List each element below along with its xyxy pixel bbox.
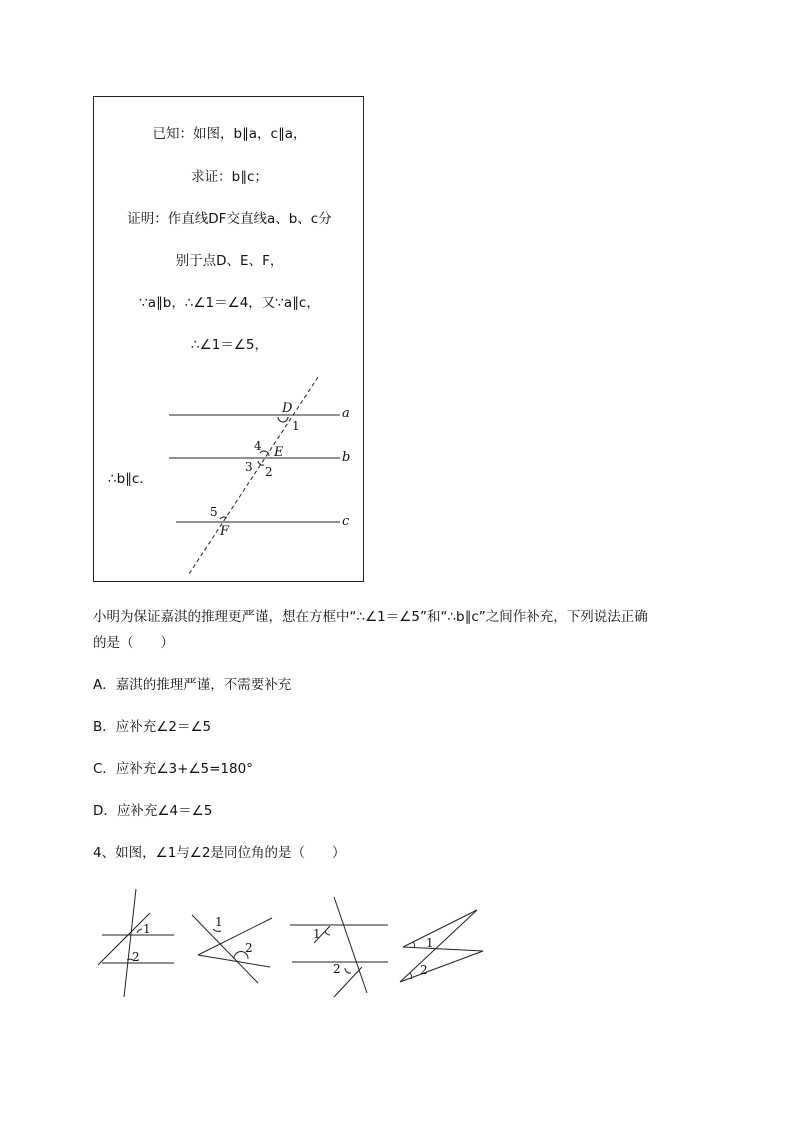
question4-stem: 4、如图，∠1与∠2是同位角的是（ ） (93, 845, 346, 861)
option-d: D．应补充∠4＝∠5 (93, 803, 213, 819)
fig-a-label-2: 2 (132, 950, 140, 964)
fig-b-label-2: 2 (245, 941, 253, 955)
label-5: 5 (210, 505, 218, 519)
question3-stem-line1: 小明为保证嘉淇的推理更严谨，想在方框中“∴∠1＝∠5”和“∴b∥c”之间作补充，下列说法正确 (93, 609, 648, 625)
parallel-lines-diagram (94, 97, 365, 583)
label-3: 3 (245, 460, 253, 474)
figure-a (98, 889, 174, 997)
fig-c-label-2: 2 (333, 962, 341, 976)
label-E: E (274, 445, 284, 460)
label-D: D (282, 401, 293, 416)
transversal-DF (189, 377, 318, 574)
label-2: 2 (265, 465, 273, 479)
figure-c (290, 897, 388, 997)
label-a: a (342, 406, 350, 421)
question3-stem-line2: 的是（ ） (93, 635, 174, 651)
label-b: b (342, 450, 351, 465)
option-a: A．嘉淇的推理严谨，不需要补充 (93, 677, 292, 693)
label-F: F (220, 524, 230, 539)
fig-a-label-1: 1 (143, 922, 151, 936)
fig-c-label-1: 1 (313, 927, 321, 941)
figure-d (400, 910, 483, 982)
label-c: c (342, 514, 350, 529)
label-4: 4 (254, 439, 262, 453)
fig-d-label-2: 2 (420, 963, 428, 977)
proof-box (93, 96, 364, 582)
label-1: 1 (292, 419, 300, 433)
proof-line-4: ∴∠1＝∠5， (191, 337, 268, 353)
fig-d-label-1: 1 (426, 936, 434, 950)
prove-line: 求证：b∥c； (191, 169, 268, 185)
proof-line-3: ∵a∥b，∴∠1＝∠4，又∵a∥c， (139, 295, 320, 311)
question4-figures (90, 885, 490, 1000)
proof-line-2: 别于点D、E、F， (175, 253, 284, 269)
conclusion-line: ∴b∥c． (108, 471, 153, 487)
proof-line-1: 证明：作直线DF交直线a、b、c分 (127, 211, 332, 227)
given-line: 已知：如图，b∥a，c∥a， (152, 126, 307, 142)
option-b: B．应补充∠2＝∠5 (93, 719, 212, 735)
option-c: C．应补充∠3+∠5=180° (93, 761, 253, 777)
figure-b (192, 915, 272, 983)
fig-b-label-1: 1 (215, 915, 223, 929)
angle-arc-1 (278, 417, 288, 422)
